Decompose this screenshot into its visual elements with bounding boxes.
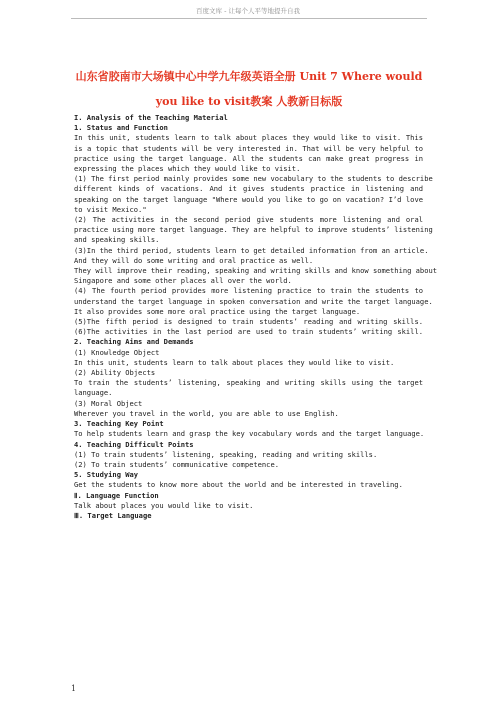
body-line: To train the students’ listening, speaking and writing skills using the target [74,378,423,388]
page-number: 1 [71,684,77,693]
body-line: In this unit, students learn to talk about places they would like to visit. [74,357,395,367]
body-line: (1) Knowledge Object [74,347,160,357]
body-line: speaking on the target language "Where would you like to go on vacation? I’d love [74,194,423,204]
body-line: (1) The first period mainly provides some new vocabulary to the students to describe [74,174,433,184]
body-line: (1) To train students’ listening, speaking, reading and writing skills. [74,449,378,459]
body-line: (4) The fourth period provides more listening practice to train the students to [74,286,423,296]
page-header: 百度文库 - 让每个人平等地提升自我 [196,7,300,15]
body-line: language. [74,388,113,398]
body-line: They will improve their reading, speaking and writing skills and know something about [74,266,438,276]
body-line: different kinds of vacations. And it gives students practice in listening and [74,184,423,194]
body-line: Get the students to know more about the world and be interested in traveling. [74,480,403,490]
section-heading: Ⅱ. Language Function [74,490,159,500]
document-body [74,113,438,521]
body-line: (3)In the third period, students learn to get detailed information from an article. [74,245,429,255]
body-line: To help students learn and grasp the key vocabulary words and the target language. [74,429,425,439]
body-line: Singapore and some other places all over the world. [74,276,292,286]
section-heading: 1. Status and Function [74,123,168,133]
section-heading: 2. Teaching Aims and Demands [74,337,194,347]
body-line: Wherever you travel in the world, you are able to use English. [74,408,339,418]
body-line: (2) The activities in the second period give students more listening and oral [74,215,423,225]
document-title-line-1: 山东省胶南市大场镇中心中学九年级英语全册 Unit 7 Where would [75,70,423,83]
body-line: expressing the places which they would like to visit. [74,164,301,174]
section-heading: Ⅲ. Target Language [74,510,152,520]
body-line: In this unit, students learn to talk about places they would like to visit. This [74,133,423,143]
body-line: And they will do some writing and oral practice as well. [74,255,314,265]
body-line: to visit Mexico." [74,204,147,214]
section-heading: 5. Studying Way [74,470,139,480]
body-line: practice using the target language. All the students can make great progress in [74,153,423,163]
header-divider [71,18,427,19]
section-heading: 3. Teaching Key Point [74,419,164,429]
body-line: Talk about places you would like to visit. [74,500,254,510]
document-title-line-2: you like to visit教案 人教新目标版 [155,95,343,108]
body-line: (3) Moral Object [74,398,143,408]
body-line: practice using more target language. They are helpful to improve students’ listening [74,225,433,235]
body-line: (5)The fifth period is designed to train students’ reading and writing skills. [74,317,423,327]
section-heading: 4. Teaching Difficult Points [74,439,194,449]
body-line: (2) To train students’ communicative competence. [74,459,279,469]
body-line: It also provides some more oral practice using the target language. [74,306,361,316]
section-heading: I. Analysis of the Teaching Material [74,113,228,122]
body-line: (6)The activities in the last period are used to train students’ writing skill. [74,327,423,337]
body-line: understand the target language in spoken conversation and write the target language. [74,296,433,306]
body-line: (2) Ability Objects [74,368,156,378]
body-line: and speaking skills. [74,235,160,245]
body-line: is a topic that students will be very interested in. That will be very helpful to [74,143,423,153]
